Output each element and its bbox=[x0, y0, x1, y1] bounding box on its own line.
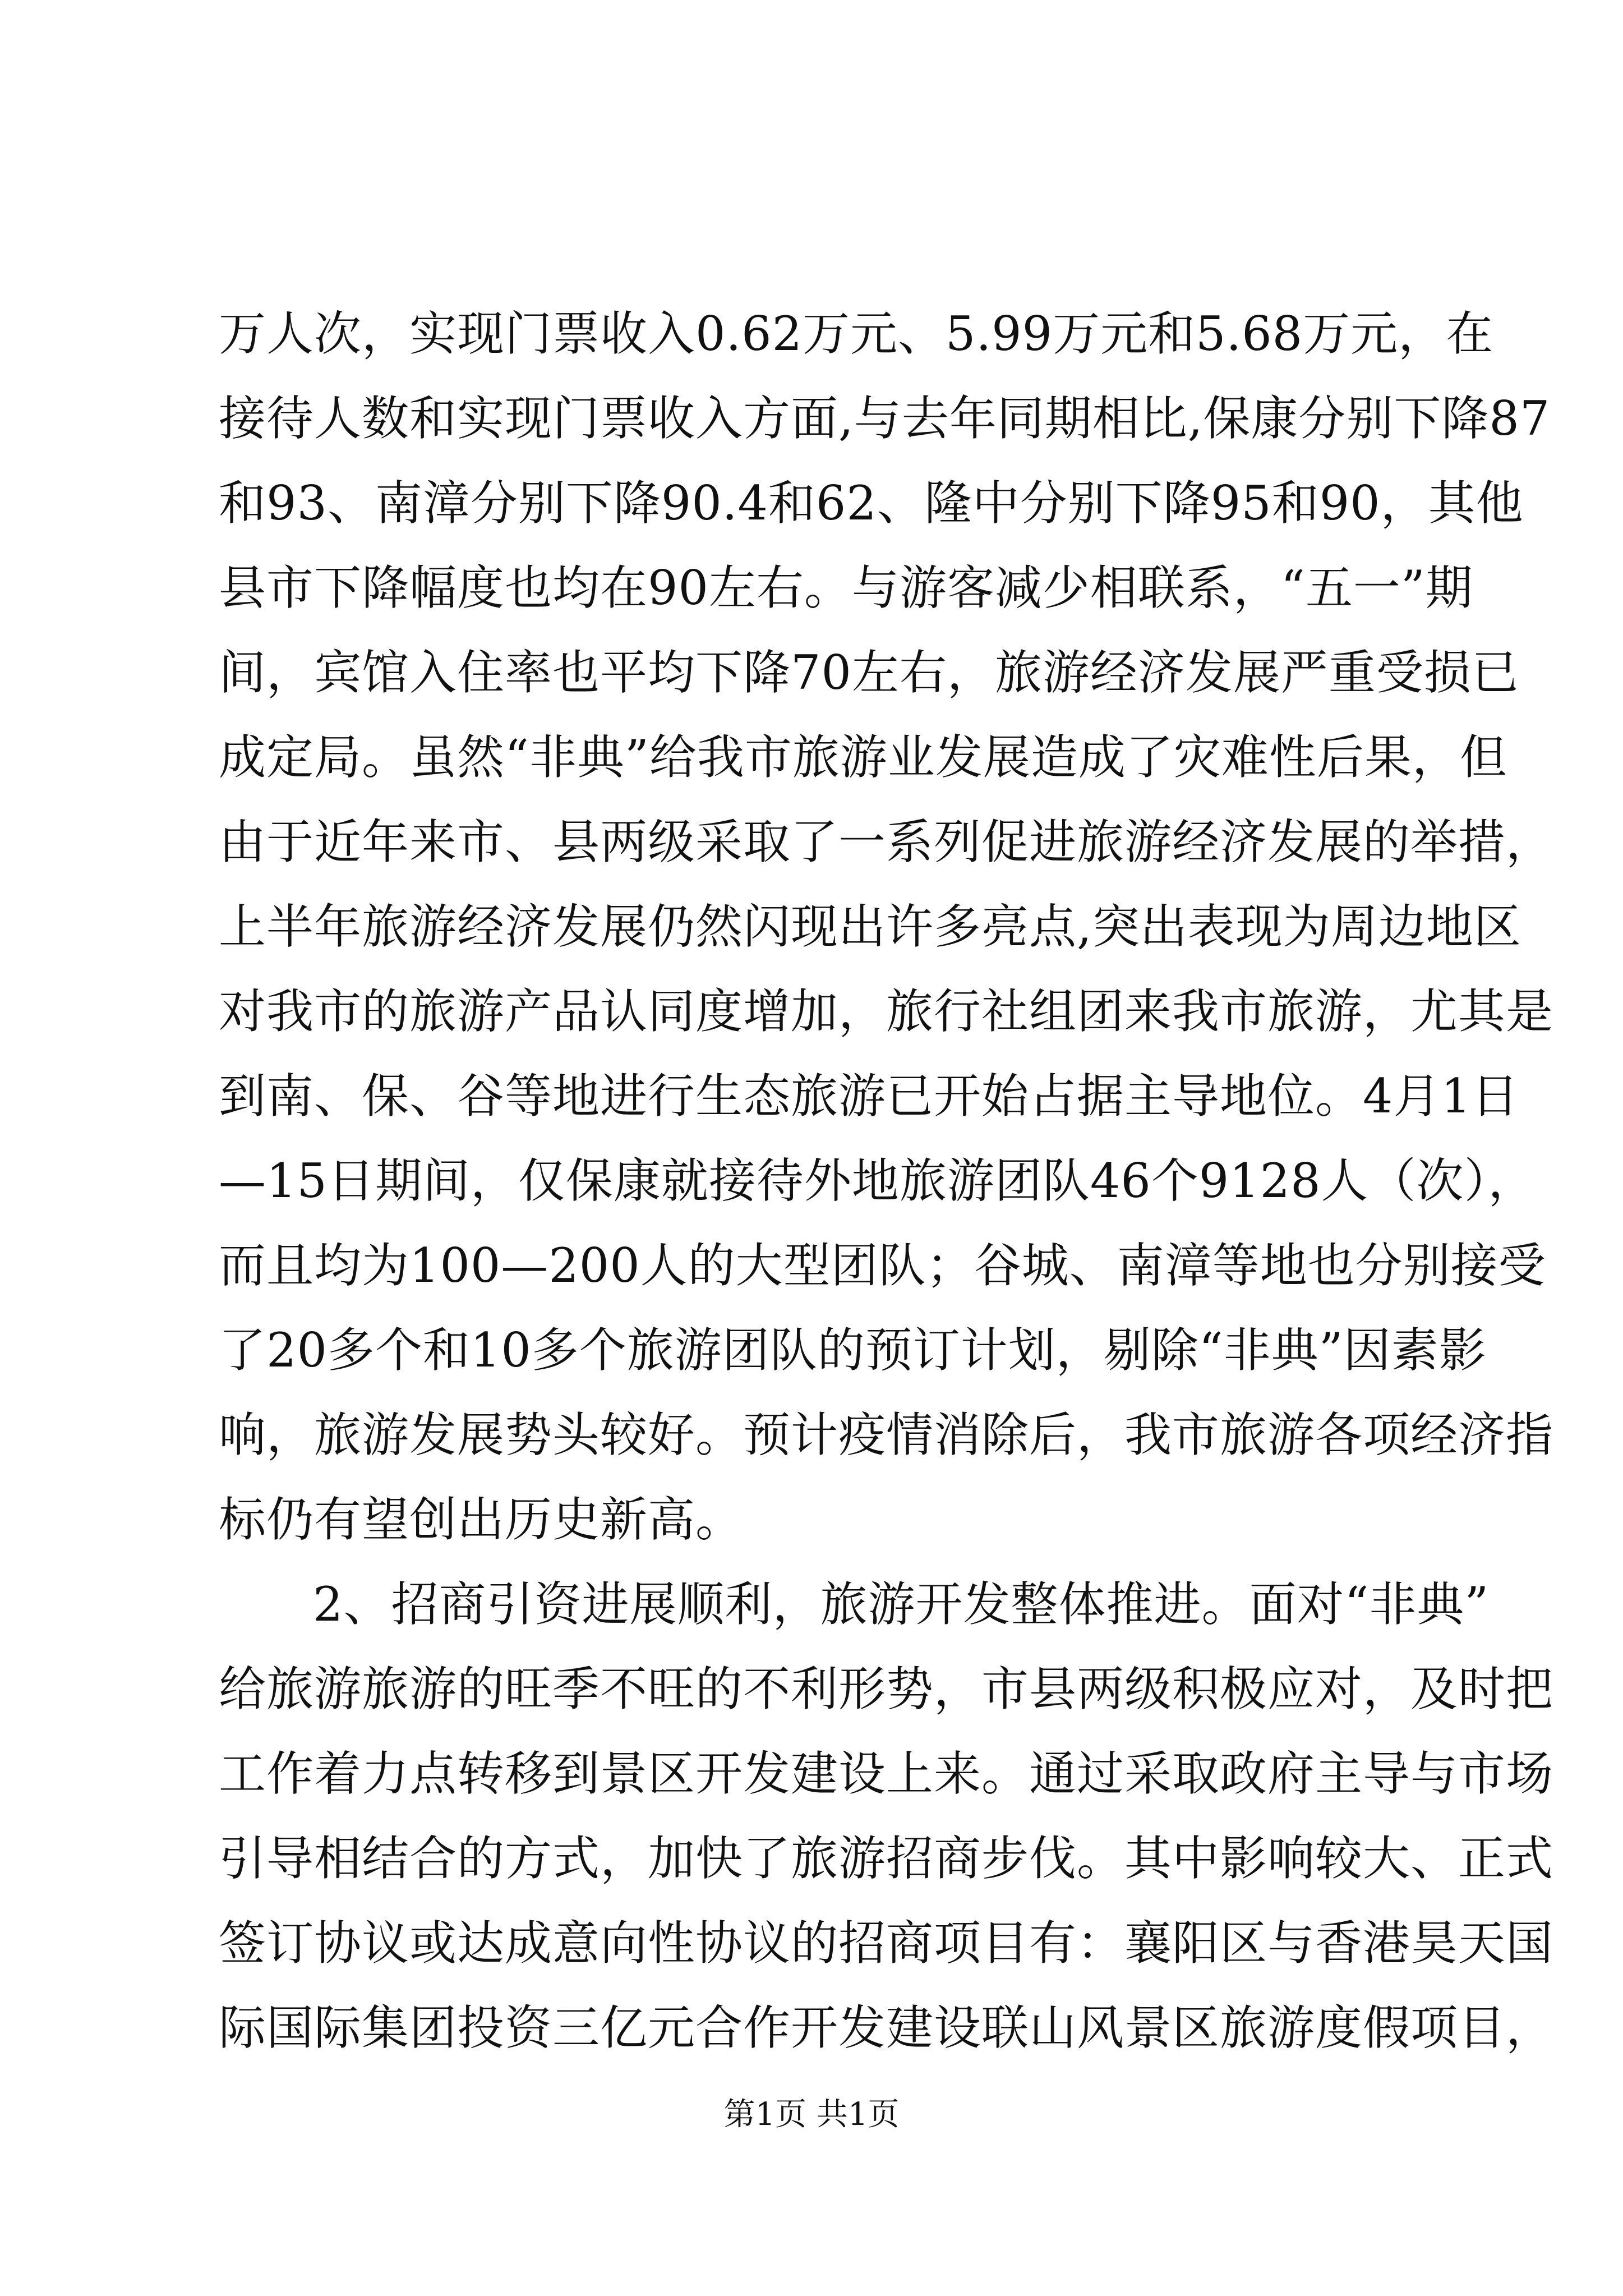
text-line: 间，宾馆入住率也平均下降70左右，旅游经济发展严重受损已 bbox=[219, 645, 1519, 700]
text-line: 由于近年来市、县两级采取了一系列促进旅游经济发展的举措， bbox=[219, 815, 1554, 869]
text-line: 给旅游旅游的旺季不旺的不利形势，市县两级积极应对，及时把 bbox=[219, 1662, 1554, 1717]
text-line: 签订协议或达成意向性协议的招商项目有：襄阳区与香港昊天国 bbox=[219, 1916, 1554, 1971]
text-line: 接待人数和实现门票收入方面,与去年同期相比,保康分别下降87 bbox=[219, 391, 1551, 446]
text-line: 而且均为100—200人的大型团队；谷城、南漳等地也分别接受 bbox=[219, 1238, 1546, 1293]
text-line: 对我市的旅游产品认同度增加，旅行社组团来我市旅游，尤其是 bbox=[219, 984, 1554, 1039]
document-body bbox=[219, 292, 1554, 2070]
page-number-label: 第1页 共1页 bbox=[723, 2096, 900, 2133]
text-line: 万人次，实现门票收入0.62万元、5.99万元和5.68万元，在 bbox=[219, 306, 1494, 361]
text-line: 了20多个和10多个旅游团队的预订计划，剔除“非典”因素影 bbox=[219, 1323, 1487, 1378]
text-line: 际国际集团投资三亿元合作开发建设联山风景区旅游度假项目， bbox=[219, 2000, 1554, 2055]
text-line: 工作着力点转移到景区开发建设上来。通过采取政府主导与市场 bbox=[219, 1746, 1554, 1801]
text-line: 引导相结合的方式，加快了旅游招商步伐。其中影响较大、正式 bbox=[219, 1831, 1554, 1886]
text-line: —15日期间，仅保康就接待外地旅游团队46个9128人（次）， bbox=[219, 1153, 1536, 1208]
text-line: 标仍有望创出历史新高。 bbox=[219, 1492, 744, 1547]
text-line: 上半年旅游经济发展仍然闪现出许多亮点,突出表现为周边地区 bbox=[219, 899, 1521, 954]
text-line: 和93、南漳分别下降90.4和62、隆中分别下降95和90，其他 bbox=[219, 476, 1524, 531]
page-footer bbox=[0, 2095, 1623, 2134]
text-line: 到南、保、谷等地进行生态旅游已开始占据主导地位。4月1日 bbox=[219, 1069, 1519, 1124]
text-line: 成定局。虽然“非典”给我市旅游业发展造成了灾难性后果，但 bbox=[219, 730, 1507, 785]
text-line: 响，旅游发展势头较好。预计疫情消除后，我市旅游各项经济指 bbox=[219, 1407, 1554, 1462]
text-line: 县市下降幅度也均在90左右。与游客减少相联系，“五一”期 bbox=[219, 560, 1473, 615]
paragraph-start-line: 2、招商引资进展顺利，旅游开发整体推进。面对“非典” bbox=[313, 1577, 1490, 1632]
